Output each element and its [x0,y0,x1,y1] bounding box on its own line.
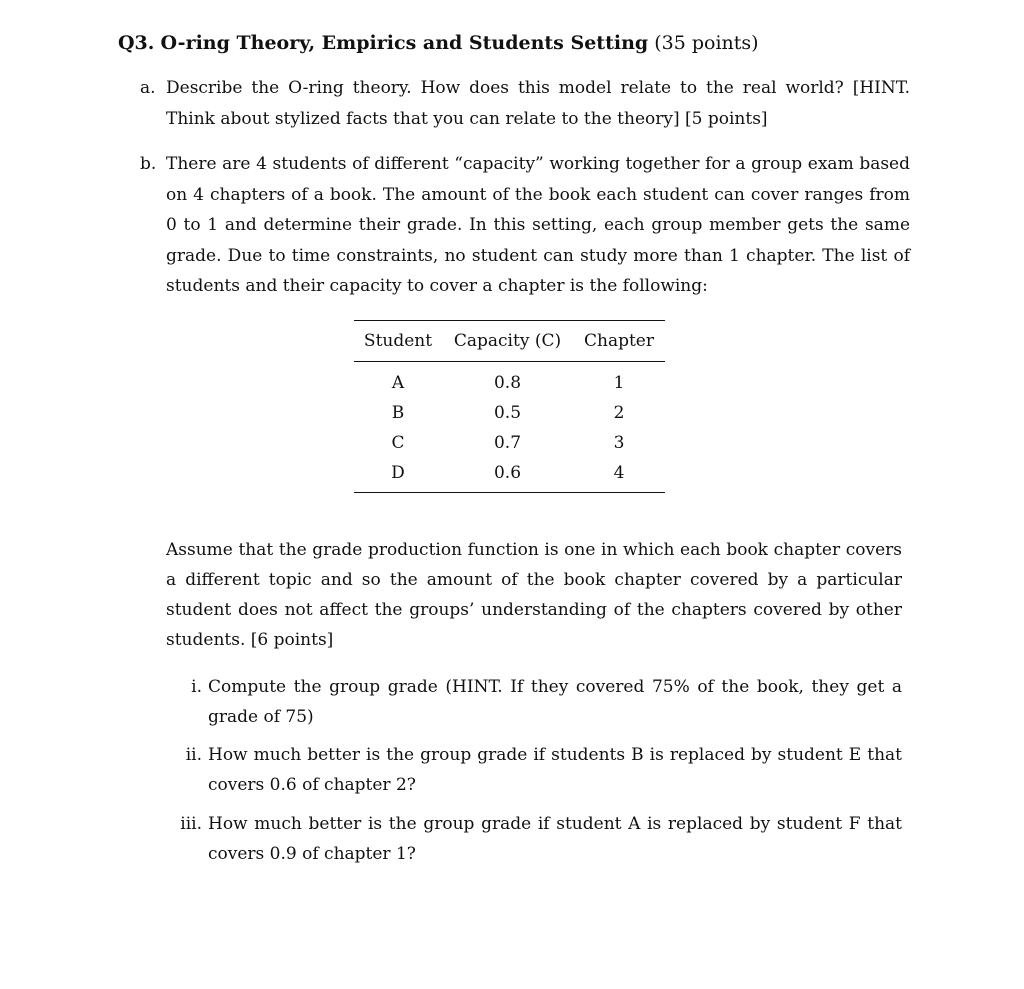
question-title: O-ring Theory, Empirics and Students Setting [160,32,649,54]
cell-chapter: 1 [613,373,625,393]
subpart-ii-text: How much better is the group grade if students B is replaced by student E that covers 0.6 of chapter 2? [208,745,902,795]
subpart-i-label: i. [191,677,202,697]
cell-chapter: 2 [613,403,625,423]
subpart-iii [166,809,902,869]
part-a-text: Describe the O-ring theory. How does this model relate to the real world? [HINT. Think about stylized facts that you can relate to the theory] [5 points] [166,78,910,129]
cell-student: C [391,433,405,453]
header-student: Student [363,331,433,351]
table-row [354,428,665,458]
cell-student: B [391,403,405,423]
part-a [140,73,910,134]
part-b-label: b. [140,154,157,174]
cell-capacity: 0.7 [493,433,522,453]
part-b-text: There are 4 students of different “capacity” working together for a group exam based on 4 chapters of a book. The amount of the book each student can cover ranges from 0 to 1 and determine their grade. In this setting, each group member gets the same grade. Due to time constraints, no student can study more than 1 chapter. The list of students and their capacity to cover a chapter is the following: [166,154,910,296]
question-number: Q3. [118,32,155,54]
part-a-label: a. [140,78,156,98]
cell-student: A [391,373,405,393]
cell-student: D [391,463,405,483]
subpart-i-text: Compute the group grade (HINT. If they covered 75% of the book, they get a grade of 75) [208,677,902,727]
table-row [354,458,665,493]
subpart-i [166,672,902,732]
table-row [354,362,665,399]
capacity-table [354,320,665,493]
table-header-row [354,321,665,362]
assumption-paragraph: Assume that the grade production function is one in which each book chapter covers a different topic and so the amount of the book chapter covered by a particular student does not affect the groups’ understanding of the chapters covered by other students. [6 points] [166,540,902,650]
cell-chapter: 4 [613,463,625,483]
question-points: (35 points) [654,32,759,54]
part-b [140,149,910,302]
cell-chapter: 3 [613,433,625,453]
cell-capacity: 0.5 [493,403,522,423]
subpart-iii-label: iii. [180,814,202,834]
subpart-iii-text: How much better is the group grade if student A is replaced by student F that covers 0.9 of chapter 1? [208,814,902,864]
header-capacity: Capacity (C) [453,331,562,351]
table-row [354,398,665,428]
cell-capacity: 0.6 [493,463,522,483]
cell-capacity: 0.8 [493,373,522,393]
header-chapter: Chapter [584,331,654,351]
question-heading [118,30,759,56]
subpart-ii-label: ii. [185,745,202,765]
subpart-ii [166,740,902,800]
